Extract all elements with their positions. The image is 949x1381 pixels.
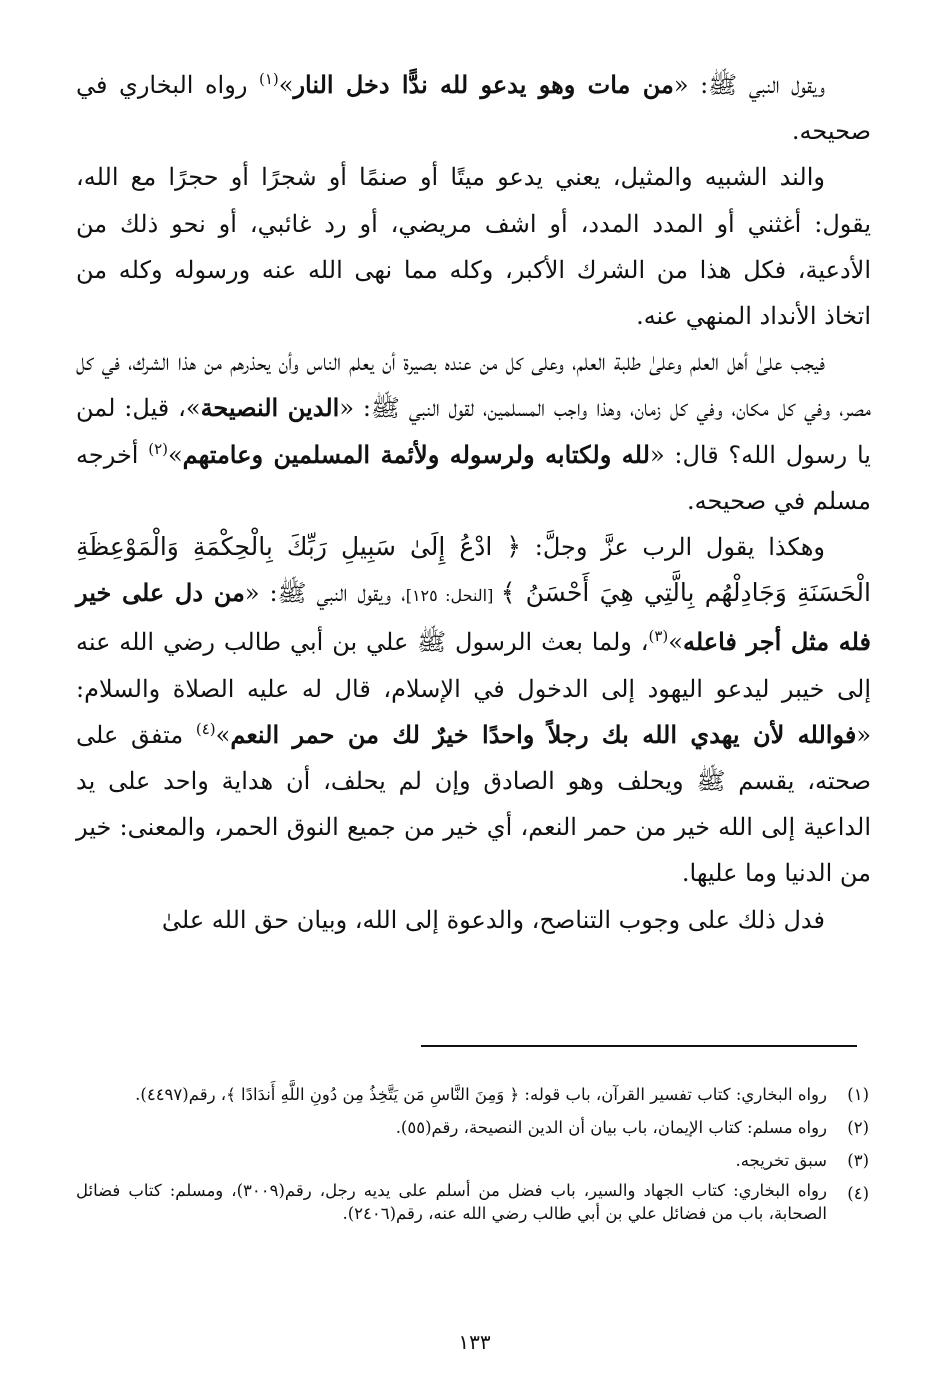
footnote-marker: (٢) <box>148 439 168 458</box>
text-run: رواه البخاري في صحيحه. <box>76 71 871 146</box>
text-run: فدل ذلك على وجوب التناصح، والدعوة إلى الله، وبيان حق الله علىٰ <box>161 905 825 934</box>
text-run: وهكذا يقول الرب عزَّ وجلَّ: <box>521 533 825 562</box>
text-run: أخرجه مسلم في صحيحه. <box>76 440 871 515</box>
footnote-text: رواه البخاري: كتاب تفسير القرآن، باب قوله: ﴿ وَمِنَ النَّاسِ مَن يَتَّخِذُ مِن دُونِ اللَّهِ أَندَادًا ﴾، رقم(٤٤٩٧). <box>135 1085 827 1104</box>
text-run: » <box>278 71 294 99</box>
footnote-number: (٣) <box>847 1151 869 1170</box>
text-run: فيجب علىٰ أهل العلم وعلىٰ طلبة العلم، وعلى كل من عنده بصيرة أن يعلم الناس وأن يحذرهم من هذا الشرك، في كل مصر، وفي كل مكان، وفي كل زمان، وهذا واجب المسلمين، لقول النبي ﷺ: « <box>76 348 871 423</box>
page-number: ١٣٣ <box>458 1330 491 1354</box>
paragraph <box>76 339 871 524</box>
footnote-number: (١) <box>847 1085 869 1104</box>
footnote-marker: (٣) <box>648 627 669 646</box>
paragraph <box>76 897 871 943</box>
quran-verse: ﴿ ادْعُ إِلَىٰ سَبِيلِ رَبِّكَ بِالْحِكْمَةِ وَالْمَوْعِظَةِ الْحَسَنَةِ وَجَادِلْهُم بِالَّتِي هِيَ أَحْسَنُ ﴾ <box>76 532 871 608</box>
footnote <box>76 1179 869 1225</box>
text-run: ويقول النبي ﷺ: « <box>673 71 826 99</box>
footnote-number: (٢) <box>847 1118 869 1137</box>
footnote-marker: (١) <box>258 70 279 88</box>
text-run: » <box>668 628 683 657</box>
hadith-quote: من دل على خير فله مثل أجر فاعله <box>76 578 871 657</box>
footnote <box>76 1146 869 1175</box>
footnote-text: رواه البخاري: كتاب الجهاد والسير، باب فضل من أسلم على يديه رجل، رقم(٣٠٠٩)، ومسلم: كتاب فضائل الصحابة، باب من فضائل علي بن أبي طالب رضي الله عنه، رقم(٢٤٠٦). <box>76 1181 827 1223</box>
text-run: »، قيل: لمن يا رسول الله؟ قال: « <box>76 394 871 469</box>
text-run: والند الشبيه والمثيل، يعني يدعو ميتًا أو صنمًا أو شجرًا أو حجرًا مع الله، يقول: أغثني أو المدد المدد، أو اشف مريضي، أو رد غائبي، أو نحو ذلك من الأدعية، فكل هذا من الشرك الأكبر، وكله مما نهى الله عنه ورسوله وكله من اتخاذ الأنداد المنهي عنه. <box>76 163 871 331</box>
text-run: ، ويقول النبي ﷺ: « <box>244 579 406 608</box>
footnote-number: (٤) <box>847 1184 869 1203</box>
text-run: » <box>215 720 231 749</box>
paragraph <box>76 524 871 897</box>
hadith-quote: فوالله لأن يهدي الله بك رجلاً واحدًا خيرٌ لك من حمر النعم <box>230 719 857 749</box>
main-text <box>76 62 871 943</box>
text-run: متفق على صحته، يقسم ﷺ ويحلف وهو الصادق وإن لم يحلف، أن هداية واحد على يد الداعية إلى الله خير من حمر النعم، أي خير من جميع النوق الحمر، والمعنى: خير من الدنيا وما عليها. <box>76 720 871 888</box>
hadith-quote: من مات وهو يدعو لله ندًّا دخل النار <box>293 70 674 99</box>
hadith-quote: الدين النصيحة <box>200 393 340 423</box>
paragraph <box>76 154 871 339</box>
footnote <box>76 1113 869 1142</box>
footnote-marker: (٤) <box>195 719 216 738</box>
paragraph <box>76 62 871 154</box>
footnote <box>76 1080 869 1109</box>
text-run: » <box>167 440 183 469</box>
text-run: ، ولما بعث الرسول ﷺ علي بن أبي طالب رضي الله عنه إلى خيبر ليدعو اليهود إلى الدخول في الإسلام، قال له عليه الصلاة والسلام: « <box>76 628 872 749</box>
footnote-text: رواه مسلم: كتاب الإيمان، باب بيان أن الدين النصيحة، رقم(٥٥). <box>395 1118 827 1137</box>
footnote-text: سبق تخريجه. <box>735 1151 827 1170</box>
verse-reference: [النحل: ١٢٥] <box>405 586 501 606</box>
hadith-quote: لله ولكتابه ولرسوله ولأئمة المسلمين وعامتهم <box>182 439 650 469</box>
footnotes <box>76 1080 869 1229</box>
footnote-separator <box>421 1045 857 1047</box>
